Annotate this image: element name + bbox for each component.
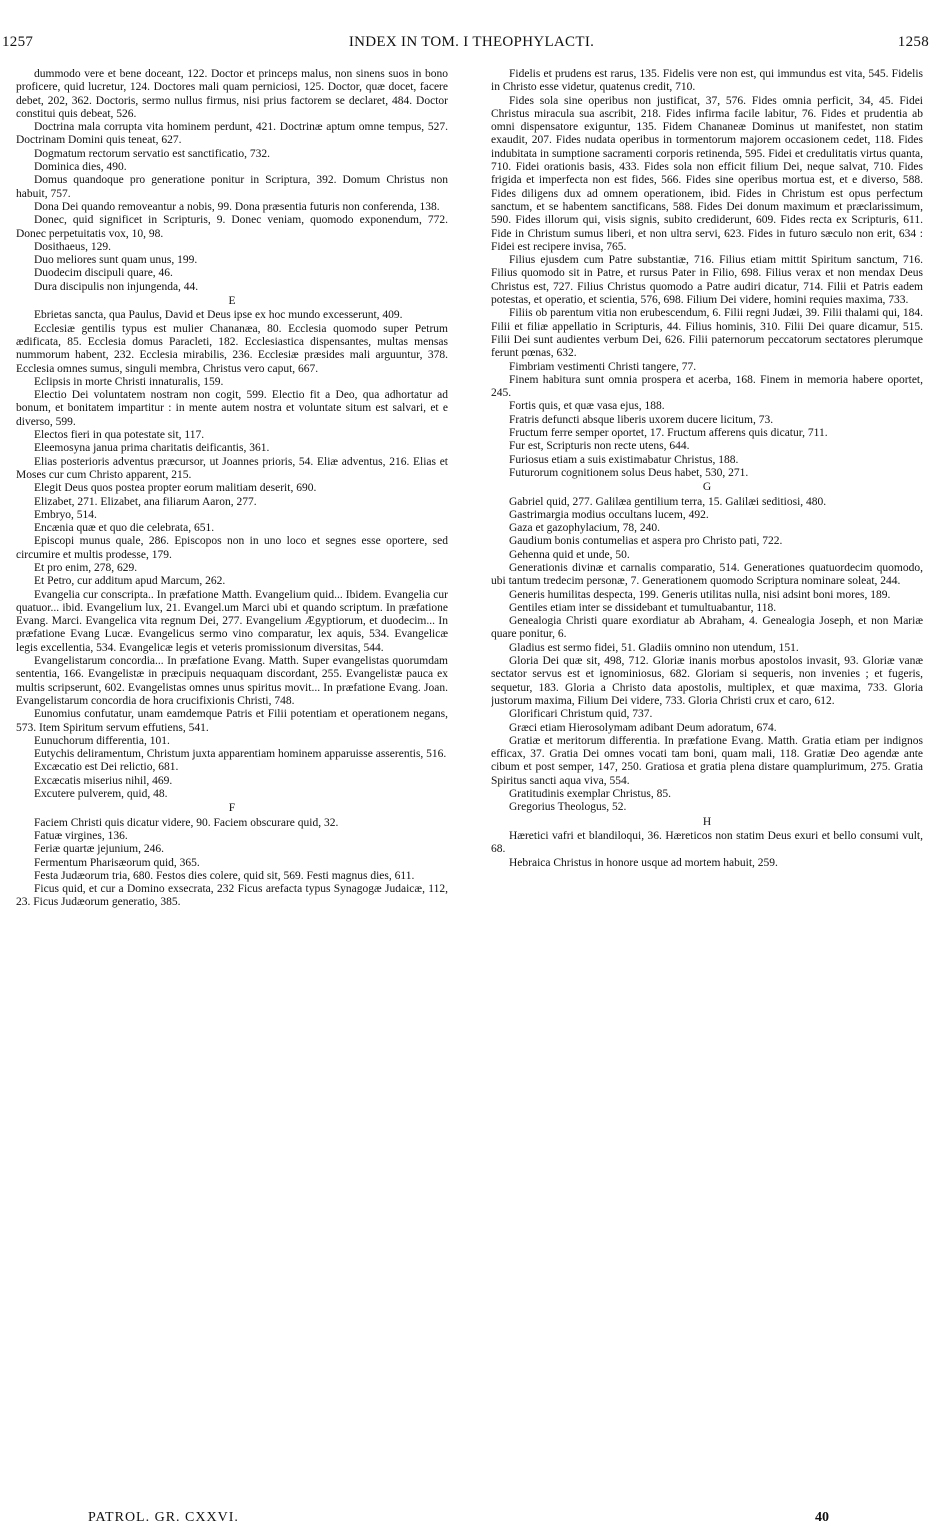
index-entry: Excutere pulverem, quid, 48. <box>34 788 168 801</box>
index-entry: Faciem Christi quis dicatur videre, 90. Faciem obscurare quid, 32. <box>34 816 339 829</box>
index-entry: Gastrimargia modius occultans lucem, 492. <box>509 508 709 521</box>
index-entry: Fortis quis, et quæ vasa ejus, 188. <box>509 400 665 413</box>
index-entry: Gentiles etiam inter se dissidebant et tumultuabantur, 118. <box>509 601 777 614</box>
index-entry: Gabriel quid, 277. Galilæa gentilium terra, 15. Galilæi seditiosi, 480. <box>509 495 827 508</box>
index-entry: Eutychis deliramentum, Christum juxta apparentiam hominem apparuisse asserentis, 516. <box>34 748 447 761</box>
index-entry: Fur est, Scripturis non recte utens, 644. <box>509 440 690 453</box>
index-entry: Gloria Dei quæ sit, 498, 712. Gloriæ inanis morbus apostolos invasit, 93. Gloriæ vanæ sectator servus est et ignominiosus, 682. Gloriam si sequeris, non invenies ; et fugeris, sequetur, 183. Gloria a Christo data apostolis, multiplex, et quæ maxima, 733. Gloria justorum maxima, Filium Dei videre, 733. Gloria Christi crux et caro, 612. <box>491 655 923 707</box>
index-entry: Hæretici vafri et blandiloqui, 36. Hæreticos non statim Deus exuri et bello consumi vult, 68. <box>491 829 923 856</box>
index-entry: Evangelistarum concordia... In præfatione Evang. Matth. Super evangelistas quorumdam sententia, 166. Evangelistæ in præcipuis nequaquam discordant, 255. Evangelistæ pauca ex multis scripserunt, 602. Evangelistas omnes unus spiritus movit... In præfatione Evang. Joan. Evangelistarum concordia de hora crucifixionis Christi, 748. <box>16 655 448 707</box>
index-entry: Genealogia Christi quare exordiatur ab Abraham, 4. Genealogia Joseph, et non Mariæ quare ponitur, 6. <box>491 615 923 641</box>
section-letter: G <box>702 481 712 494</box>
index-entry: Elegit Deus quos postea propter eorum malitiam deserit, 690. <box>34 482 317 495</box>
index-entry: Gaudium bonis contumelias et aspera pro Christo pati, 722. <box>509 535 783 548</box>
volume-signature: PATROL. GR. CXXVI. <box>88 1510 239 1525</box>
index-entry: Gaza et gazophylacium, 78, 240. <box>509 522 661 535</box>
section-letter: F <box>228 802 236 815</box>
index-entry: Dura discipulis non injungenda, 44. <box>34 280 199 293</box>
index-entry: Electio Dei voluntatem nostram non cogit, 599. Electio fit a Deo, qua adhortatur ad bonum, et bonitatem impartitur : in mente autem nostra et voluntate situm est salvari, et e diverso, 599. <box>16 389 448 428</box>
index-entry: Elizabet, 271. Elizabet, ana filiarum Aaron, 277. <box>34 495 257 508</box>
section-letter: E <box>228 295 236 308</box>
index-entry: Gladius est sermo fidei, 51. Gladiis omnino non utendum, 151. <box>509 641 799 654</box>
index-entry: Excæcatis miserius nihil, 469. <box>34 774 173 787</box>
index-entry: Ficus quid, et cur a Domino exsecrata, 232 Ficus arefacta typus Synagogæ Judaicæ, 112, 23. Ficus Judæorum generatio, 385. <box>16 883 448 909</box>
index-entry: Duo meliores sunt quam unus, 199. <box>34 254 198 267</box>
index-entry: Fructum ferre semper oportet, 17. Fructum afferens quis dicatur, 711. <box>509 427 828 440</box>
index-entry: Dosithaeus, 129. <box>34 240 111 253</box>
index-entry: Eleemosyna janua prima charitatis deificantis, 361. <box>34 442 270 455</box>
index-entry: Eunuchorum differentia, 101. <box>34 734 170 747</box>
page-footer <box>0 1510 943 1530</box>
index-entry: Glorificari Christum quid, 737. <box>509 708 653 721</box>
index-entry: Embryo, 514. <box>34 508 97 521</box>
index-entry: Generis humilitas despecta, 199. Generis utilitas nulla, nisi adsint boni mores, 189. <box>509 588 891 601</box>
index-entry: Finem habitura sunt omnia prospera et acerba, 168. Finem in memoria habere oportet, 245. <box>491 373 923 400</box>
index-entry: Gehenna quid et unde, 50. <box>509 548 630 561</box>
index-entry: Fermentum Pharisæorum quid, 365. <box>34 856 200 869</box>
index-entry: dummodo vere et bene doceant, 122. Doctor et princeps malus, non sinens suos in bono proficere, quid lucretur, 124. Doctores mali quam perniciosi, 125. Doctor, quæ docet, facere debet, 202, 362. Doctoris, sermo nullus firmus, nisi prius factorem se declaret, 484. Doctor constitui quis debeat, 526. <box>16 68 448 120</box>
index-entry: Futurorum cognitionem solus Deus habet, 530, 271. <box>509 466 749 479</box>
index-entry: Fratris defuncti absque liberis uxorem ducere licitum, 73. <box>509 413 774 426</box>
index-entry: Dona Dei quando removeantur a nobis, 99. Dona præsentia futuris non conferenda, 138. <box>34 200 440 213</box>
index-entry: Episcopi munus quale, 286. Episcopos non in uno loco et segnes esse oportere, sed circumire et multis prodesse, 179. <box>16 535 448 561</box>
index-entry: Ecclesiæ gentilis typus est mulier Chananæa, 80. Ecclesia quomodo super Petrum ædificata, 85. Ecclesia domus Paracleti, 182. Ecclesiastica dispensantes, multas mensas nummorum habent, 232. Ecclesia mirabilis, 236. Ecclesiæ præsides mali arguuntur, 378. Ecclesia omnes sumus, singuli membra, Christus vero caput, 667. <box>16 322 448 375</box>
index-entry: Gratiæ et meritorum differentia. In præfatione Evang. Matth. Gratia etiam per indignos efficax, 37. Gratia Dei omnes vocati tam boni, quam mali, 118. Gratiæ Deo agendæ ante cibum et post semper, 147, 250. Gratiosa et gratia plena distare quamplurimum, 275. Gratia Spiritus sancti aqua viva, 554. <box>491 734 923 787</box>
index-entry: Donec, quid significet in Scripturis, 9. Donec veniam, quomodo exponendum, 772. Donec perpetuitatis vox, 10, 98. <box>16 214 448 240</box>
index-entry: Doctrina mala corrupta vita hominem perdunt, 421. Doctrinæ aptum omne tempus, 527. Doctrinam Domini quis teneat, 627. <box>16 121 448 147</box>
index-entry: Generationis divinæ et carnalis comparatio, 514. Generationes quatuordecim quomodo, ubi tantum tredecim personæ, 7. Generationem quomodo Scriptura nominare soleat, 244. <box>491 561 923 588</box>
signature-number: 40 <box>815 1510 829 1525</box>
index-entry: Ebrietas sancta, qua Paulus, David et Deus ipse ex hoc mundo excesserunt, 409. <box>34 309 403 322</box>
index-entry: Feriæ quartæ jejunium, 246. <box>34 843 165 856</box>
index-entry: Eclipsis in morte Christi innaturalis, 159. <box>34 375 224 388</box>
index-entry: Festa Judæorum tria, 680. Festos dies colere, quid sit, 569. Festi magnus dies, 611. <box>34 869 415 882</box>
section-letter: H <box>702 815 712 828</box>
running-title: INDEX IN TOM. I THEOPHYLACTI. <box>348 34 595 50</box>
index-entry: Fatuæ virgines, 136. <box>34 829 128 842</box>
index-entry: Fimbriam vestimenti Christi tangere, 77. <box>509 360 697 373</box>
left-column <box>16 68 448 1498</box>
index-entry: Excæcatio est Dei relictio, 681. <box>34 761 179 774</box>
index-entry: Et Petro, cur additum apud Marcum, 262. <box>34 575 226 588</box>
right-column <box>491 68 923 1498</box>
index-entry: Filiis ob parentum vitia non erubescendum, 6. Filii regni Judæi, 39. Filii thalami qui, 184. Filii et filiæ appellatio in Scripturis, 44. Filius hominis, 310. Filii Dei quare dicamur, 515. Filii Dei sunt audientes verbum Dei, 626. Filii paternorum peccatorum sectatores plerumque ferunt pœnas, 632. <box>491 307 923 360</box>
right-page-number: 1258 <box>897 34 929 50</box>
index-entry: Græci etiam Hierosolymam adibant Deum adoratum, 674. <box>509 721 777 734</box>
index-entry: Electos fieri in qua potestate sit, 117. <box>34 429 205 442</box>
index-entry: Evangelia cur conscripta.. In præfatione Matth. Evangelium quid... Ibidem. Evangelia cur quatuor... ibid. Evangelium lux, 21. Evangel.um Marci ubi et quando scriptum. In præfatione Evang. Marci. Evangelica vita regnum Dei, 277. Evangelium Ægyptiorum, et duodecim... In præfatione Evang Lucæ. Evangelicus sermo vino comparatur, lex aquis, 534. Evangelicæ legis excellentia, 534. Evangelicæ legis et veteris promissionum diversitas, 544. <box>16 588 448 654</box>
page-header <box>0 34 943 56</box>
index-entry: Duodecim discipuli quare, 46. <box>34 267 173 280</box>
index-entry: Gregorius Theologus, 52. <box>509 801 627 814</box>
index-entry: Domus quandoque pro generatione ponitur in Scriptura, 392. Domum Christus non habuit, 757. <box>16 174 448 200</box>
index-entry: Hebraica Christus in honore usque ad mortem habuit, 259. <box>509 856 778 869</box>
index-entry: Fides sola sine operibus non justificat, 37, 576. Fides omnia perficit, 34, 45. Fidei Christus miracula sua ascribit, 218. Fides infirma facile labitur, 76. Fides et prudentia ab omni dispensatore exiguntur, 135. Fidem Chananeæ Dominus ut manifestet, non statim exaudit, 207. Fides nudata operibus in tormentorum majorem occasionem cedet, 118. Fides indubitata in sumptione sacramenti corporis retinenda, 595. Fidei et credulitatis virtus quanta, 710. Fidei orationis basis, 433. Fides sola non efficit filium Dei, neque salvat, 710. Fides frigida et imperfecta non est fides, 566. Fides sine operibus mortua est, et e diverso, 588. Fides diligens dux ad omnem operationem, ibid. Fides in Christum est opus perfectum sanctum, et se habentem sanctificans, 588. Fides Dei donum maximum et præclarissimum, 590. Fides illorum qui, visis signis, subito crediderunt, 609. Fides recta ex Scripturis, 611. Fide in Christum sumus liberi, et non ultra servi, 623. Fides in futuro sæculo non erit, 634 : Fidei est recipere invisa, 765. <box>491 94 923 253</box>
index-entry: Furiosus etiam a suis existimabatur Christus, 188. <box>509 453 739 466</box>
index-entry: Dogmatum rectorum servatio est sanctificatio, 732. <box>34 147 271 160</box>
index-entry: Elias posterioris adventus præcursor, ut Joannes prioris, 54. Eliæ adventus, 216. Elias et Moses cur cum Christo apparent, 215. <box>16 455 448 481</box>
index-entry: Encænia quæ et quo die celebrata, 651. <box>34 522 215 535</box>
index-entry: Gratitudinis exemplar Christus, 85. <box>509 788 671 801</box>
index-entry: Filius ejusdem cum Patre substantiæ, 716. Filius etiam mittit Spiritum sanctum, 716. Filius quomodo sit in Patre, et rursus Pater in Filio, 698. Filius verax et non mendax Deus Christus est, 727. Filius Christus quomodo a Patre audiri dicatur, 714. Filii et Patris eadem potestas, et operatio, et scientia, 576, 698. Filium Dei videre, homini requies maxima, 733. <box>491 254 923 307</box>
index-entry: Eunomius confutatur, unam eamdemque Patris et Filii potentiam et operationem negans, 573. Item Spiritum servum effutiens, 541. <box>16 708 448 734</box>
index-entry: Et pro enim, 278, 629. <box>34 561 138 574</box>
left-page-number: 1257 <box>2 34 34 50</box>
index-entry: Fidelis et prudens est rarus, 135. Fidelis vere non est, qui immundus est vita, 545. Fidelis in Christo esse videtur, quatenus credit, 710. <box>491 68 923 94</box>
index-entry: Dominica dies, 490. <box>34 161 127 174</box>
